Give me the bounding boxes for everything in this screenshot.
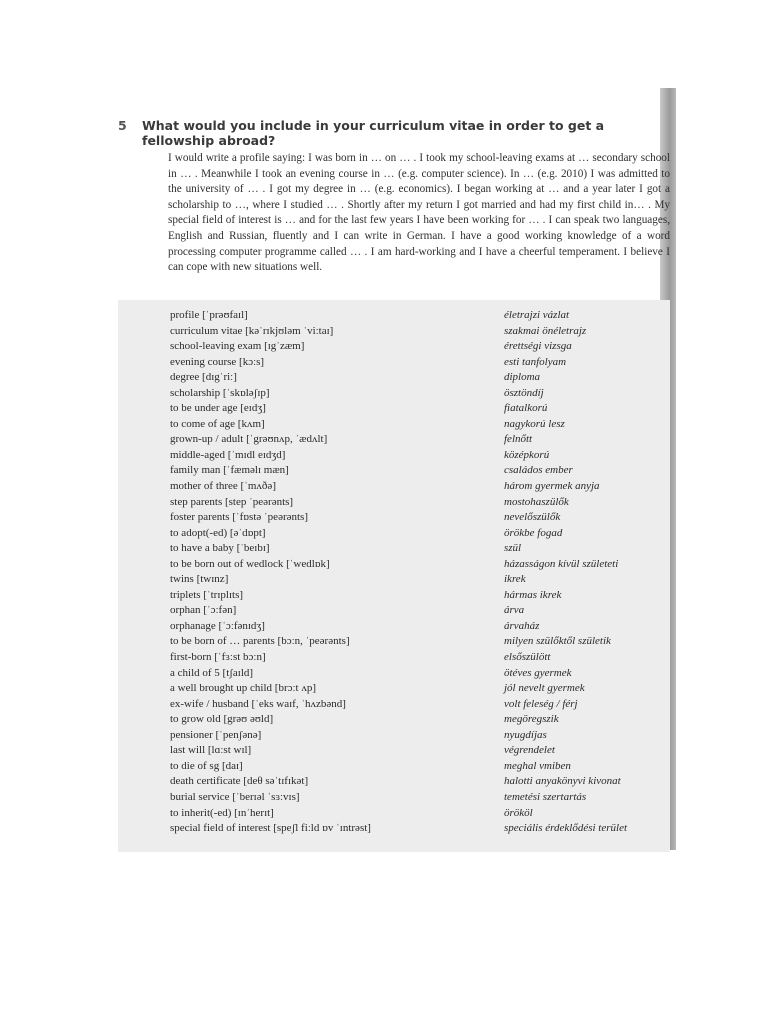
vocab-row <box>170 650 650 666</box>
vocab-translation: meghal vmiben <box>504 759 571 772</box>
vocab-row <box>170 666 650 682</box>
vocab-row <box>170 370 650 386</box>
vocab-row <box>170 821 650 837</box>
vocab-translation: ikrek <box>504 573 526 586</box>
vocab-translation: ösztöndíj <box>504 386 544 399</box>
vocab-row <box>170 697 650 713</box>
vocab-translation: jól nevelt gyermek <box>504 682 585 695</box>
vocab-row <box>170 510 650 526</box>
vocab-translation: árvaház <box>504 619 540 632</box>
vocab-row <box>170 743 650 759</box>
question-text: What would you include in your curriculum vitae in order to get a fellowship abroad? <box>142 118 605 148</box>
vocab-term: evening course [kɔːs] <box>170 355 265 368</box>
vocab-term: ex-wife / husband [ˈeks waɪf, ˈhʌzbənd] <box>170 697 346 710</box>
vocab-row <box>170 386 650 402</box>
vocab-row <box>170 712 650 728</box>
vocab-translation: ötéves gyermek <box>504 666 572 679</box>
vocab-term: profile [ˈprəʊfaɪl] <box>170 309 248 321</box>
vocab-translation: megöregszik <box>504 713 559 726</box>
vocab-translation: nyugdíjas <box>504 728 547 741</box>
vocab-row <box>170 806 650 822</box>
vocab-translation: felnőtt <box>504 433 533 446</box>
vocab-term: to die of sg [daɪ] <box>170 759 243 772</box>
vocab-translation: érettségi vizsga <box>504 340 572 353</box>
vocab-row <box>170 448 650 464</box>
vocab-translation: életrajzi vázlat <box>504 309 570 321</box>
vocab-term: a well brought up child [brɔːt ʌp] <box>170 682 317 695</box>
vocab-term: special field of interest [speʃl fiːld ɒv ˈɪntrəst] <box>170 822 371 835</box>
vocab-translation: halotti anyakönyvi kivonat <box>504 775 621 788</box>
vocab-row <box>170 728 650 744</box>
vocab-term: to adopt(-ed) [əˈdɒpt] <box>170 526 266 539</box>
vocab-term: to be born of … parents [bɔːn, ˈpeərənts] <box>170 635 350 648</box>
vocab-translation: nagykorú lesz <box>504 417 565 430</box>
vocab-row <box>170 681 650 697</box>
vocab-term: step parents [step ˈpeərənts] <box>170 495 294 508</box>
vocab-row <box>170 401 650 417</box>
vocab-row <box>170 759 650 775</box>
vocab-term: degree [dɪgˈriː] <box>170 371 237 384</box>
vocab-row <box>170 619 650 635</box>
vocab-row <box>170 526 650 542</box>
vocab-row <box>170 634 650 650</box>
exercise-number: 5 <box>118 118 127 133</box>
vocab-row <box>170 572 650 588</box>
vocab-translation: szül <box>504 542 522 555</box>
vocab-term: to grow old [grəʊ əʊld] <box>170 713 274 726</box>
vocab-row <box>170 790 650 806</box>
vocab-translation: szakmai önéletrajz <box>504 324 587 337</box>
vocab-term: twins [twɪnz] <box>170 573 229 586</box>
vocab-row <box>170 541 650 557</box>
vocab-term: foster parents [ˈfɒstə ˈpeərənts] <box>170 511 308 524</box>
vocab-row <box>170 432 650 448</box>
vocab-term: school-leaving exam [ɪgˈzæm] <box>170 340 305 353</box>
vocab-translation: örököl <box>504 806 533 819</box>
vocab-translation: temetési szertartás <box>504 790 587 803</box>
vocab-translation: diploma <box>504 371 541 384</box>
vocab-translation: örökbe fogad <box>504 526 563 539</box>
vocab-row <box>170 557 650 573</box>
vocab-term: family man [ˈfæməlɪ mæn] <box>170 464 289 477</box>
vocab-translation: volt feleség / férj <box>504 697 578 710</box>
vocab-term: grown-up / adult [ˈgrəʊnʌp, ˈædʌlt] <box>170 433 328 446</box>
vocab-term: to inherit(-ed) [ɪnˈherɪt] <box>170 806 274 819</box>
vocab-term: a child of 5 [tʃaɪld] <box>170 666 254 679</box>
vocab-row <box>170 495 650 511</box>
vocab-translation: milyen szülőktől születik <box>504 635 611 648</box>
vocab-term: orphanage [ˈɔːfənɪdʒ] <box>170 619 265 632</box>
vocab-term: to have a baby [ˈbeɪbɪ] <box>170 542 270 555</box>
vocab-row <box>170 588 650 604</box>
vocab-row <box>170 355 650 371</box>
vocab-term: middle-aged [ˈmɪdl eɪdʒd] <box>170 448 286 461</box>
vocab-translation: végrendelet <box>504 744 555 757</box>
vocab-row <box>170 463 650 479</box>
vocab-translation: esti tanfolyam <box>504 355 567 368</box>
vocab-translation: nevelőszülők <box>504 511 561 524</box>
vocab-term: mother of three [ˈmʌðə] <box>170 480 276 493</box>
vocab-translation: középkorú <box>504 448 550 461</box>
vocab-translation: elsőszülött <box>504 651 551 664</box>
vocab-translation: házasságon kívül születeti <box>504 557 619 570</box>
vocab-term: last will [lɑːst wɪl] <box>170 744 252 757</box>
vocab-term: to be born out of wedlock [ˈwedlɒk] <box>170 557 330 570</box>
vocab-row <box>170 479 650 495</box>
vocab-row <box>170 774 650 790</box>
vocab-translation: három gyermek anyja <box>504 480 600 493</box>
vocab-row <box>170 603 650 619</box>
vocab-term: to come of age [kʌm] <box>170 417 265 430</box>
vocab-term: curriculum vitae [kəˈrɪkjʊləm ˈviːtaɪ] <box>170 324 334 337</box>
vocab-translation: hármas ikrek <box>504 588 562 601</box>
vocab-term: burial service [ˈberɪəl ˈsɜːvɪs] <box>170 790 300 803</box>
vocab-translation: fiatalkorú <box>504 402 548 415</box>
vocab-term: to be under age [eɪdʒ] <box>170 402 266 415</box>
vocabulary-list <box>170 308 650 837</box>
vocab-row <box>170 417 650 433</box>
vocab-row <box>170 324 650 340</box>
vocab-translation: mostohaszülők <box>504 495 569 508</box>
vocab-term: scholarship [ˈskɒləʃɪp] <box>170 386 270 399</box>
answer-paragraph: I would write a profile saying: I was born in … on … . I took my school-leaving exams at … secondary school in … . Meanwhile I took an evening course in … (e.g. computer science). In … (e.g. 2010) I was admitted to the university of … . I got my degree in … (e.g. economics). I began working at … and a year later I got a scholarship to …, where I studied … . Shortly after my return I got married and had my first child in… . My special field of interest is … and for the last few years I have been working for … . I can speak two languages, English and Russian, fluently and I can write in German. I have a good working knowledge of a word processing computer programme called … . I am hard-working and I have a cheerful temperament. I believe I can cope with new situations well. <box>168 152 670 274</box>
vocab-term: death certificate [deθ səˈtɪfɪkət] <box>170 775 309 788</box>
vocab-term: orphan [ˈɔːfən] <box>170 604 237 617</box>
vocab-term: first-born [ˈfɜːst bɔːn] <box>170 651 266 664</box>
vocab-translation: árva <box>504 604 525 617</box>
vocab-row <box>170 308 650 324</box>
vocab-row <box>170 339 650 355</box>
vocab-translation: családos ember <box>504 464 573 477</box>
vocab-term: pensioner [ˈpenʃənə] <box>170 728 262 741</box>
vocab-translation: speciális érdeklődési terület <box>504 822 628 835</box>
vocab-term: triplets [ˈtrɪplɪts] <box>170 588 244 601</box>
